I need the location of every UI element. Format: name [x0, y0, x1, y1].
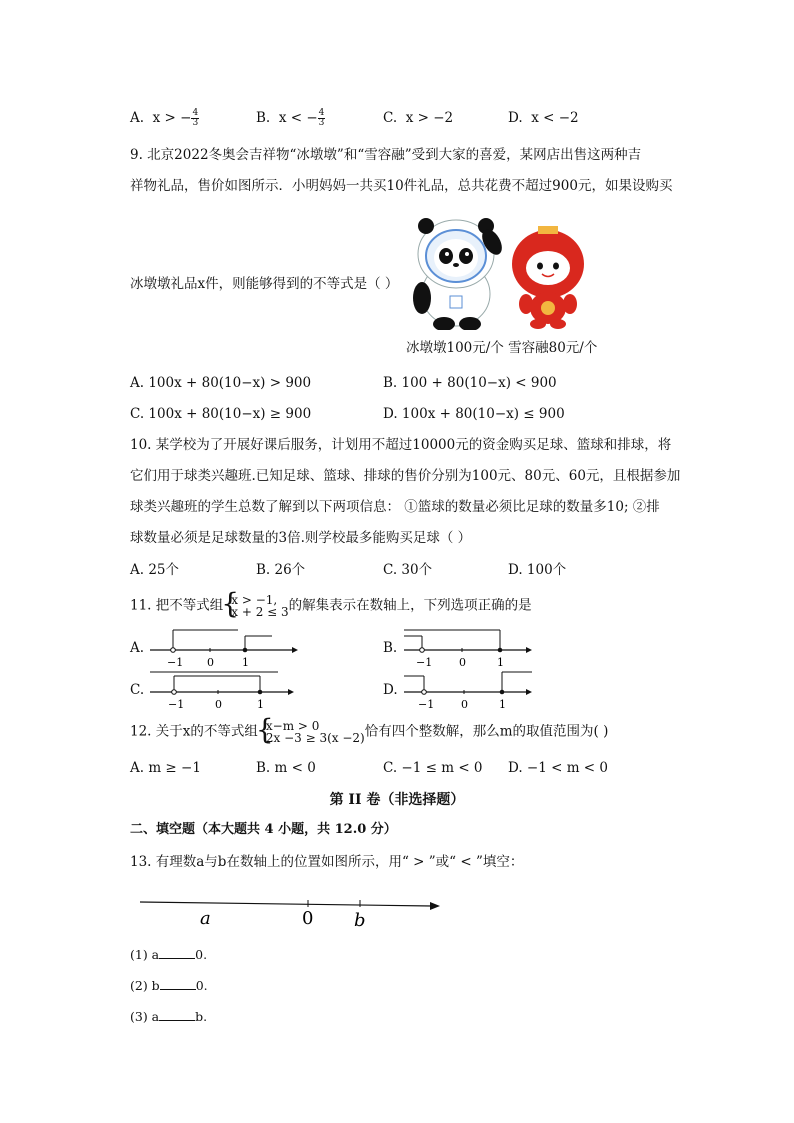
fraction-denominator: 3	[192, 118, 199, 128]
q9-line-3: 冰墩墩礼品x件，则能够得到的不等式是（ ）	[130, 276, 399, 292]
answer-blank[interactable]	[159, 946, 195, 959]
tick-label-neg1: −1	[168, 698, 185, 711]
fill-in-heading: 二、填空题（本大题共 4 小题，共 12.0 分）	[130, 822, 397, 837]
q10-line-3: 球类兴趣班的学生总数了解到以下两项信息： ①篮球的数量必须比足球的数量多10; ②排	[130, 499, 660, 515]
q12-stem	[130, 720, 608, 744]
q8-option-a-text: x > −	[152, 110, 192, 126]
q13-item-3-suffix: b.	[195, 1009, 208, 1024]
q9-option-d: D. 100x + 80(10−x) ≤ 900	[383, 406, 565, 422]
q8-option-d	[508, 108, 579, 128]
tick-label-0: 0	[459, 656, 466, 669]
fraction-denominator: 3	[318, 118, 325, 128]
tick-label-1: 1	[497, 656, 504, 669]
tick-label-1: 1	[257, 698, 264, 711]
q13-number-line	[138, 888, 442, 930]
q11-option-b-number-line	[402, 624, 552, 670]
q13-item-1-prefix: (1) a	[130, 947, 160, 962]
section-title: 第 II 卷（非选择题）	[329, 792, 465, 808]
tick-label-1: 1	[242, 656, 249, 669]
q11-option-d-label: D.	[383, 682, 398, 698]
tick-label-neg1: −1	[167, 656, 184, 669]
q11-option-a-number-line	[148, 624, 298, 670]
q11-option-a-label: A.	[130, 640, 145, 656]
q10-line-4: 球数量必须是足球数量的3倍.则学校最多能购买足球（ ）	[130, 530, 472, 546]
q13-item-1-suffix: 0.	[195, 947, 208, 962]
q8-option-c-label: C.	[383, 110, 398, 126]
q11-option-b-label: B.	[383, 640, 398, 656]
q12-system-line-2: 2x −3 ≥ 3(x −2)	[265, 731, 365, 745]
q9-line-1: 9. 北京2022冬奥会吉祥物“冰墩墩”和“雪容融”受到大家的喜爱，某网店出售这两种吉	[130, 147, 642, 163]
q9-option-c: C. 100x + 80(10−x) ≥ 900	[130, 406, 312, 422]
q8-option-a-label: A.	[130, 110, 145, 126]
q9-option-b: B. 100 + 80(10−x) < 900	[383, 375, 557, 391]
mascot-illustration	[404, 212, 604, 330]
q8-option-a	[130, 108, 199, 128]
q12-stem-prefix: 12. 关于x的不等式组	[130, 723, 258, 740]
bing-dwen-dwen-image	[413, 218, 506, 330]
q8-option-a-fraction	[191, 109, 199, 128]
q11-system-line-2: x + 2 ≤ 3	[231, 605, 289, 619]
q8-option-c-text: x > −2	[405, 110, 454, 126]
answer-blank[interactable]	[159, 1008, 195, 1021]
q9-option-a: A. 100x + 80(10−x) > 900	[130, 375, 312, 391]
q8-option-b-fraction	[318, 109, 326, 128]
q8-option-b	[256, 108, 325, 128]
q13-item-3-prefix: (3) a	[130, 1009, 160, 1024]
q11-option-c-number-line	[148, 666, 298, 712]
q10-option-c: C. 30个	[383, 562, 433, 578]
tick-label-0: 0	[207, 656, 214, 669]
q12-stem-suffix: 恰有四个整数解，那么m的取值范围为( )	[364, 723, 609, 740]
fraction-numerator: 4	[318, 108, 325, 118]
q13-stem: 13. 有理数a与b在数轴上的位置如图所示，用“ > ”或“ < ”填空：	[130, 854, 524, 870]
q13-item-2-prefix: (2) b	[130, 978, 160, 993]
tick-label-0: 0	[461, 698, 468, 711]
mascot-price-caption: 冰墩墩100元/个 雪容融80元/个	[406, 340, 598, 356]
q8-option-c	[383, 108, 453, 128]
q13-item-3	[130, 1007, 207, 1027]
q11-option-d-number-line	[402, 666, 552, 712]
shuey-rhon-rhon-image	[512, 226, 584, 329]
q10-line-2: 它们用于球类兴趣班.已知足球、篮球、排球的售价分别为100元、80元、60元，且根据参加	[130, 468, 681, 484]
answer-blank[interactable]	[160, 977, 196, 990]
q13-item-1	[130, 945, 207, 965]
tick-label-neg1: −1	[416, 656, 433, 669]
q12-option-b: B. m < 0	[256, 760, 316, 776]
q12-system-line-1: { x−m > 0	[265, 719, 320, 733]
q11-stem-prefix: 11. 把不等式组	[130, 597, 224, 614]
q11-system-line-1: { x > −1,	[231, 593, 278, 607]
q11-stem-suffix: 的解集表示在数轴上，下列选项正确的是	[288, 597, 532, 614]
tick-label-1: 1	[499, 698, 506, 711]
q8-option-d-label: D.	[508, 110, 523, 126]
q9-line-2: 祥物礼品，售价如图所示．小明妈妈一共买10件礼品，总共花费不超过900元，如果设购买	[130, 178, 673, 194]
q13-item-2-suffix: 0.	[195, 978, 208, 993]
q12-option-d: D. −1 < m < 0	[508, 760, 609, 776]
q12-option-c: C. −1 ≤ m < 0	[383, 760, 483, 776]
q13-item-2	[130, 976, 208, 996]
q10-line-1: 10. 某学校为了开展好课后服务，计划用不超过10000元的资金购买足球、篮球和排球，将	[130, 437, 672, 453]
q10-option-d: D. 100个	[508, 562, 567, 578]
q11-stem	[130, 594, 532, 618]
tick-label-0: 0	[215, 698, 222, 711]
q8-option-b-text: x < −	[278, 110, 318, 126]
tick-label-neg1: −1	[418, 698, 435, 711]
axis-label-b: b	[354, 910, 366, 930]
q8-option-d-text: x < −2	[531, 110, 579, 126]
q11-inequality-system	[223, 594, 288, 618]
q11-option-c-label: C.	[130, 682, 145, 698]
q12-inequality-system	[258, 720, 365, 744]
axis-label-0: 0	[302, 908, 314, 929]
q8-option-b-label: B.	[256, 110, 271, 126]
fraction-numerator: 4	[192, 108, 199, 118]
q10-option-b: B. 26个	[256, 562, 306, 578]
q10-option-a: A. 25个	[130, 562, 180, 578]
axis-label-a: a	[200, 908, 211, 929]
q12-option-a: A. m ≥ −1	[130, 760, 201, 776]
